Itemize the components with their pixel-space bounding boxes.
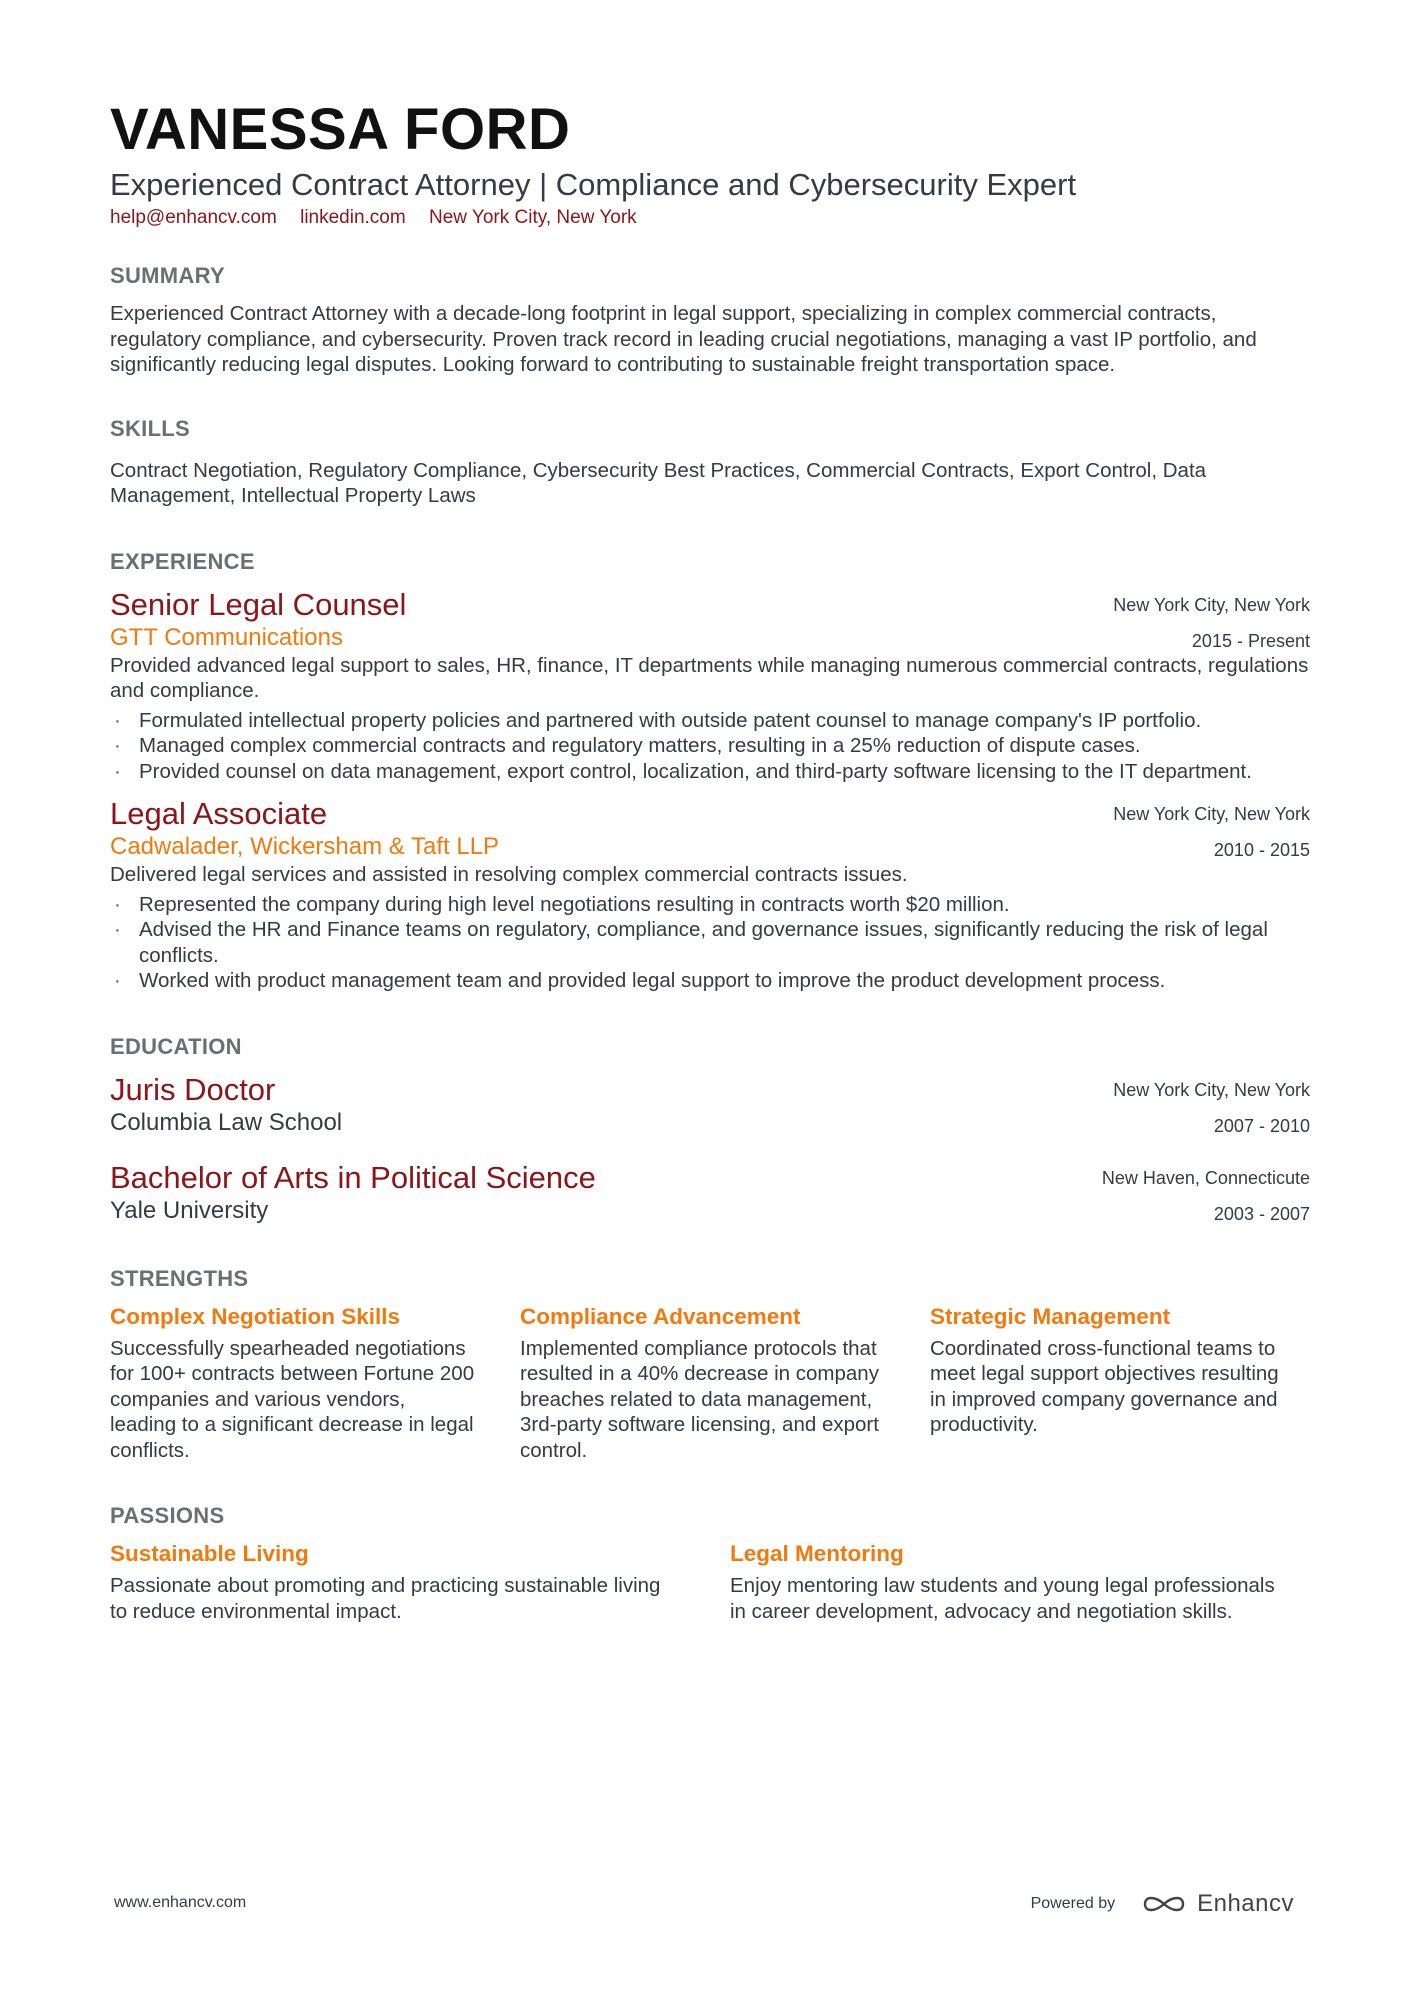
linkedin-link[interactable]: linkedin.com	[300, 207, 406, 228]
education-meta	[1113, 1072, 1310, 1144]
bullet-item: · Worked with product management team and provided legal support to improve the product development process.	[110, 968, 1310, 994]
location-text: New York City, New York	[428, 207, 637, 228]
skills-text: Contract Negotiation, Regulatory Compliance, Cybersecurity Best Practices, Commercial Contracts, Export Control, Data Management, Intellectual Property Laws	[110, 458, 1207, 507]
job-title: Senior Legal Counsel	[110, 586, 407, 622]
job-bullets	[110, 708, 1310, 785]
degree-title: Juris Doctor	[110, 1071, 276, 1107]
company-name: Cadwalader, Wickersham & Taft LLP	[110, 833, 500, 860]
school-name: Columbia Law School	[110, 1108, 343, 1136]
education-dates: 2003 - 2007	[1213, 1203, 1310, 1224]
job-dates: 2010 - 2015	[1213, 840, 1310, 860]
passions-grid	[110, 1539, 1310, 1624]
strength-title: Complex Negotiation Skills	[110, 1303, 401, 1329]
bullet-item: · Provided counsel on data management, export control, localization, and third-party software licensing to the IT department.	[110, 759, 1310, 785]
education-entry	[110, 1072, 1310, 1138]
strength-title: Compliance Advancement	[520, 1303, 801, 1329]
job-description: Provided advanced legal support to sales, HR, finance, IT departments while managing numerous commercial contracts, regulations and compliance.	[110, 653, 1309, 702]
passion-title: Sustainable Living	[110, 1541, 309, 1566]
education-location: New Haven, Connecticute	[1101, 1167, 1310, 1188]
passion-text: Enjoy mentoring law students and young legal professionals in career development, advocacy and negotiation skills.	[730, 1574, 1275, 1623]
company-name: GTT Communications	[110, 623, 343, 651]
job-location: New York City, New York	[1113, 804, 1310, 824]
headline: Experienced Contract Attorney | Compliance and Cybersecurity Expert	[110, 167, 1077, 202]
strength-item	[520, 1302, 885, 1464]
passion-text: Passionate about promoting and practicing sustainable living to reduce environmental impact.	[110, 1574, 661, 1623]
school-name: Yale University	[110, 1196, 269, 1224]
strength-title: Strategic Management	[930, 1303, 1171, 1329]
website-link[interactable]: www.enhancv.com	[114, 1894, 247, 1911]
email-link[interactable]: help@enhancv.com	[110, 207, 277, 228]
powered-by	[1031, 1890, 1294, 1918]
education-meta	[1102, 1160, 1310, 1232]
bullet-item: · Managed complex commercial contracts and regulatory matters, resulting in a 25% reduction of dispute cases.	[110, 733, 1310, 759]
skills-heading: SKILLS	[110, 415, 191, 441]
contact-info	[110, 207, 1310, 229]
job-entry	[110, 587, 1310, 785]
job-bullets	[110, 892, 1310, 994]
job-title: Legal Associate	[110, 796, 328, 831]
education-dates: 2007 - 2010	[1213, 1115, 1310, 1136]
strength-item	[110, 1302, 475, 1464]
strength-text: Implemented compliance protocols that resulted in a 40% decrease in company breaches related to data management, 3rd-party software licensing, and export control.	[520, 1336, 879, 1462]
bullet-item: · Advised the HR and Finance teams on regulatory, compliance, and governance issues, significantly reducing the risk of legal conflicts.	[110, 917, 1310, 968]
summary-text: Experienced Contract Attorney with a decade-long footprint in legal support, specializing in complex commercial contracts, regulatory compliance, and cybersecurity. Proven track record in leading crucial negotiations, managing a vast IP portfolio, and significantly reducing legal disputes. Looking forward to contributing to sustainable freight transportation space.	[110, 302, 1257, 376]
strength-item	[930, 1302, 1295, 1464]
bullet-item: · Formulated intellectual property policies and partnered with outside patent counsel to manage company's IP portfolio.	[110, 708, 1310, 734]
passion-item	[730, 1539, 1290, 1624]
passion-item	[110, 1539, 670, 1624]
strengths-grid	[110, 1302, 1310, 1464]
experience-heading: EXPERIENCE	[110, 548, 255, 574]
resume-page	[110, 95, 1310, 1624]
enhancv-logo-icon	[1141, 1892, 1187, 1916]
strength-text: Successfully spearheaded negotiations for 100+ contracts between Fortune 200 companies and various vendors, leading to a significant decrease in legal conflicts.	[110, 1336, 475, 1462]
degree-title: Bachelor of Arts in Political Science	[110, 1159, 596, 1195]
passions-heading: PASSIONS	[110, 1503, 225, 1528]
summary-heading: SUMMARY	[110, 263, 225, 288]
enhancv-brand[interactable]: Enhancv	[1197, 1890, 1294, 1917]
education-location: New York City, New York	[1113, 1079, 1310, 1100]
job-meta	[1113, 587, 1310, 659]
job-meta	[1113, 796, 1310, 868]
candidate-name: VANESSA FORD	[110, 97, 571, 162]
job-dates: 2015 - Present	[1191, 630, 1310, 651]
bullet-item: · Represented the company during high level negotiations resulting in contracts worth $20 million.	[110, 892, 1310, 918]
job-description: Delivered legal services and assisted in resolving complex commercial contracts issues.	[110, 863, 908, 886]
passion-title: Legal Mentoring	[730, 1541, 904, 1566]
education-heading: EDUCATION	[110, 1033, 242, 1059]
education-entry	[110, 1160, 1310, 1226]
strengths-heading: STRENGTHS	[110, 1265, 249, 1291]
job-location: New York City, New York	[1113, 594, 1310, 615]
job-entry	[110, 796, 1310, 994]
powered-by-label: Powered by	[1030, 1895, 1116, 1912]
strength-text: Coordinated cross-functional teams to meet legal support objectives resulting in improved company governance and productivity.	[930, 1336, 1279, 1436]
